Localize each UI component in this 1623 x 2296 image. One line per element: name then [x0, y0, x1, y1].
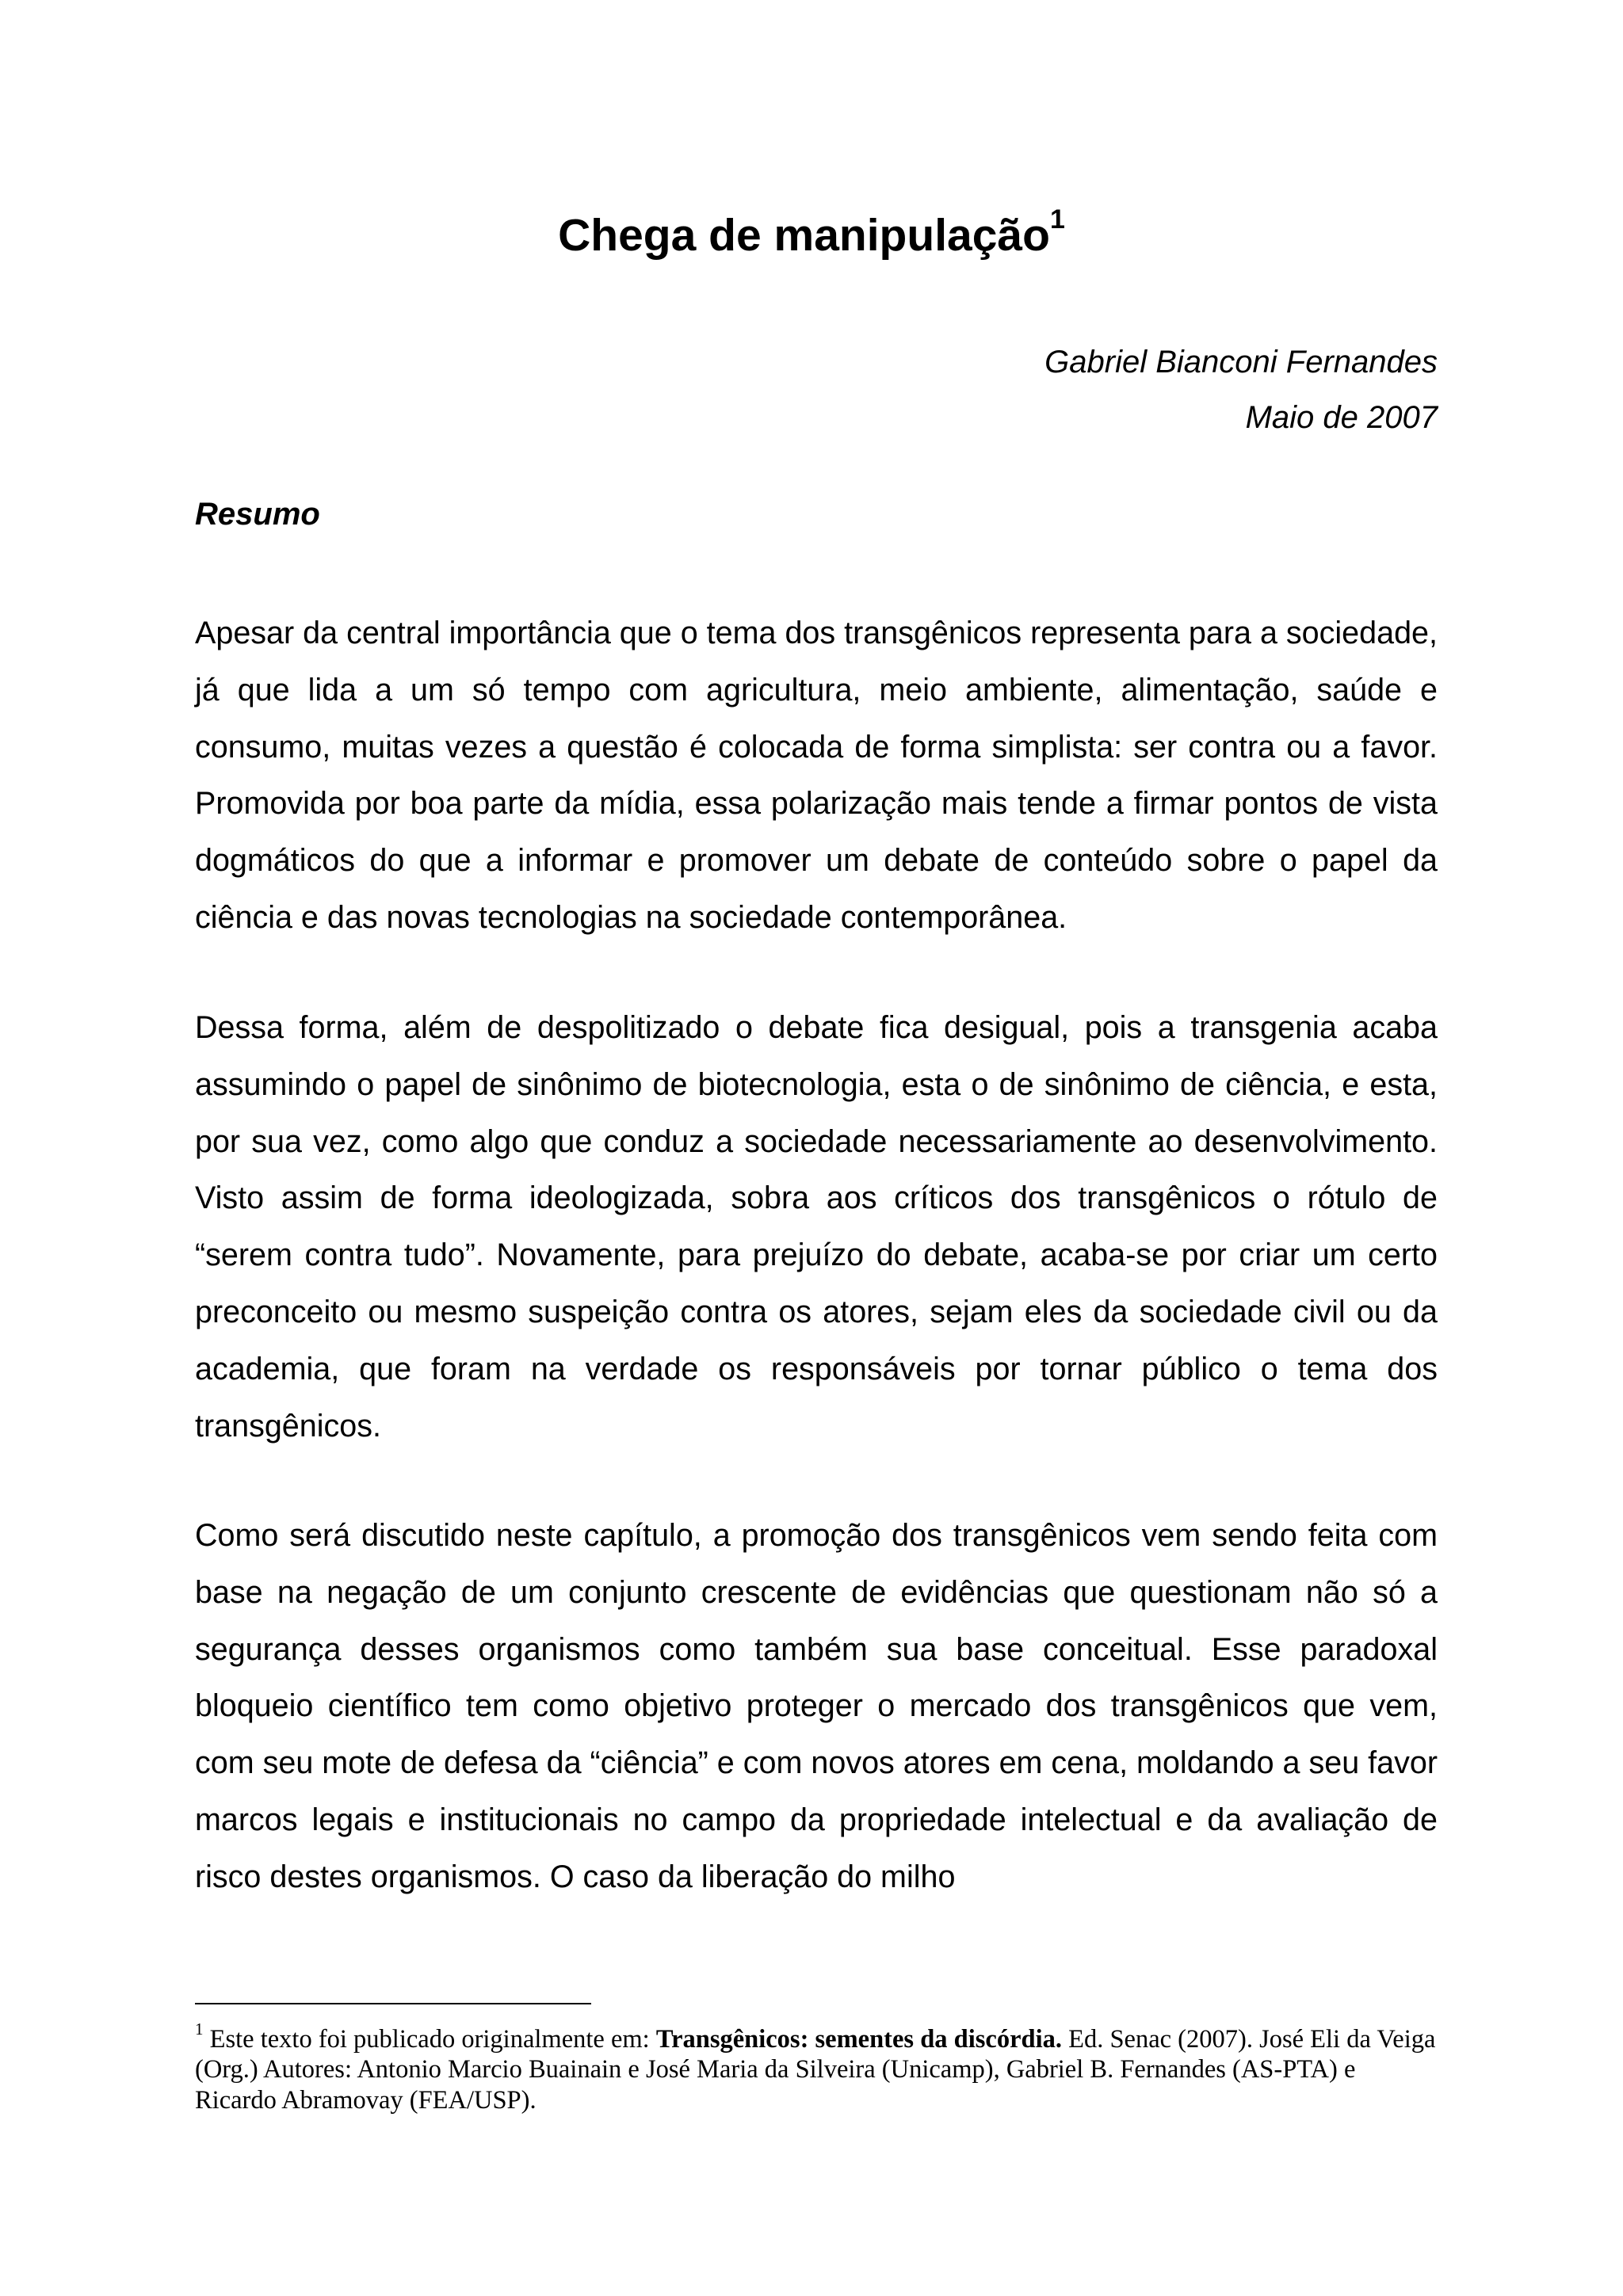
footnote-text-after: Ed. Senac (2007). José Eli da Veiga (Org.) Autores: Antonio Marcio Buainain e José Maria da Silveira (Unicamp), Gabriel B. Fernandes (AS-PTA) e Ricardo Abramovay (FEA/USP). — [195, 2024, 1436, 2115]
title-footnote-marker: 1 — [1049, 204, 1065, 235]
author-name: Gabriel Bianconi Fernandes — [1044, 345, 1438, 379]
author-block — [195, 334, 1438, 445]
body-paragraph: Apesar da central importância que o tema dos transgênicos representa para a sociedade, já que lida a um só tempo com agricultura, meio ambiente, alimentação, saúde e consumo, muitas vezes a questão é colocada de forma simplista: ser contra ou a favor. Promovida por boa parte da mídia, essa polarização mais tende a firmar pontos de vista dogmáticos do que a informar e promover um debate de conteúdo sobre o papel da ciência e das novas tecnologias na sociedade contemporânea. — [195, 616, 1438, 935]
body-paragraph: Como será discutido neste capítulo, a promoção dos transgênicos vem sendo feita com base na negação de um conjunto crescente de evidências que questionam não só a segurança desses organismos como também sua base conceitual. Esse paradoxal bloqueio científico tem como objetivo proteger o mercado dos transgênicos que vem, com seu mote de defesa da “ciência” e com novos atores em cena, moldando a seu favor marcos legais e institucionais no campo da propriedade intelectual e da avaliação de risco destes organismos. O caso da liberação do milho — [195, 1518, 1438, 1894]
footnote-book-title: Transgênicos: sementes da discórdia. — [655, 2024, 1062, 2054]
title-text: Chega de manipulação — [558, 210, 1050, 261]
footnote-marker: 1 — [195, 2019, 204, 2039]
body-paragraph: Dessa forma, além de despolitizado o debate fica desigual, pois a transgenia acaba assumindo o papel de sinônimo de biotecnologia, esta o de sinônimo de ciência, e esta, por sua vez, como algo que conduz a sociedade necessariamente ao desenvolvimento. Visto assim de forma ideologizada, sobra aos críticos dos transgênicos o rótulo de “serem contra tudo”. Novamente, para prejuízo do debate, acaba-se por criar um certo preconceito ou mesmo suspeição contra os atores, sejam eles da sociedade civil ou da academia, que foram na verdade os responsáveis por tornar público o tema dos transgênicos. — [195, 1010, 1438, 1444]
footnote — [195, 2017, 1438, 2115]
document-title — [0, 190, 1623, 271]
publication-date: Maio de 2007 — [1245, 400, 1438, 435]
section-heading-resumo: Resumo — [195, 497, 320, 532]
footnote-separator — [195, 2003, 591, 2004]
footnote-text-before: Este texto foi publicado originalmente em: — [203, 2024, 656, 2054]
